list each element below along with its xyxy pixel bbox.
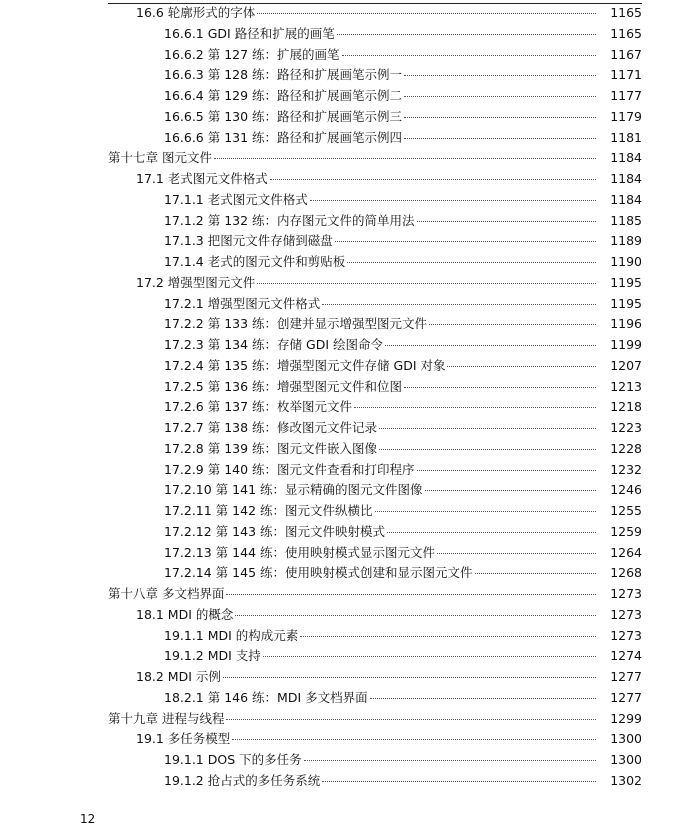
dot-leader [404,387,596,388]
toc-entry-page: 1185 [610,212,642,228]
dot-leader [322,781,596,782]
toc-entry-page: 1232 [610,461,642,477]
toc-entry-title: 17.2.9 第 140 练：图元文件查看和打印程序 [164,461,415,477]
toc-entry[interactable] [0,626,698,647]
toc-entry[interactable] [0,190,698,211]
toc-entry[interactable] [0,646,698,667]
toc-entry-page: 1195 [610,295,642,311]
toc-entry[interactable] [0,377,698,398]
toc-entry[interactable] [0,335,698,356]
toc-entry-title: 第十七章 图元文件 [108,150,212,166]
toc-entry-title: 17.2.6 第 137 练：枚举图元文件 [164,399,353,415]
dot-leader [257,13,596,14]
toc-entry-title: 16.6.2 第 127 练：扩展的画笔 [164,46,340,62]
toc-entry-page: 1190 [610,254,642,269]
toc-entry-page: 1179 [610,108,642,124]
dot-leader [417,470,596,471]
dot-leader [417,221,596,222]
dot-leader [375,511,597,512]
dot-leader [226,594,596,595]
toc-entry[interactable] [0,480,698,501]
toc-entry-page: 1273 [610,627,642,643]
dot-leader [379,449,596,450]
dot-leader [354,407,596,408]
toc-entry-title: 19.1.2 抢占式的多任务系统 [164,772,321,788]
toc-entry[interactable] [0,45,698,66]
dot-leader [404,75,596,76]
toc-entry-page: 1171 [610,67,642,83]
dot-leader [310,200,596,201]
dot-leader [404,138,596,139]
toc-entry-title: 16.6.5 第 130 练：路径和扩展画笔示例三 [164,108,403,124]
toc-entry[interactable] [0,211,698,232]
dot-leader [404,96,596,97]
toc-entry-page: 1184 [610,191,642,207]
toc-entry-title: 19.1.2 MDI 支持 [164,648,261,664]
toc-entry-page: 1189 [610,233,642,249]
toc-entry-title: 16.6.1 GDI 路径和扩展的画笔 [164,25,335,41]
toc-entry-title: 17.1.1 老式图元文件格式 [164,191,308,207]
toc-entry-page: 1184 [610,171,642,186]
toc-entry-page: 1264 [610,544,642,560]
toc-entry-page: 1165 [610,25,642,41]
dot-leader [347,262,596,263]
toc-entry[interactable] [0,294,698,315]
toc-entry-title: 17.2 增强型图元文件 [136,274,256,290]
dot-leader [232,739,596,740]
toc-entry[interactable] [0,750,698,771]
toc-entry-title: 18.2 MDI 示例 [136,669,221,684]
toc-entry[interactable] [0,148,698,169]
toc-entry[interactable] [0,231,698,252]
dot-leader [379,428,596,429]
toc-entry[interactable] [0,543,698,564]
toc-entry-page: 1177 [610,88,642,103]
toc-entry-title: 17.1.3 把图元文件存储到磁盘 [164,233,333,249]
dot-leader [263,656,596,657]
toc-entry-page: 1228 [610,440,642,456]
toc-entry-page: 1300 [610,731,642,747]
dot-leader [387,532,596,533]
toc-entry-page: 1302 [610,772,642,788]
dot-leader [304,760,596,761]
toc-entry-title: 18.1 MDI 的概念 [136,606,234,622]
dot-leader [370,698,596,699]
toc-entry-page: 1277 [610,669,642,684]
toc-entry[interactable] [0,3,698,24]
toc-entry-title: 19.1.1 MDI 的构成元素 [164,627,299,643]
toc-entry-title: 17.2.10 第 141 练：显示精确的图元文件图像 [164,482,423,498]
page-number: 12 [80,812,96,826]
toc-entry[interactable] [0,24,698,45]
toc-entry[interactable] [0,605,698,626]
toc-entry-page: 1181 [610,129,642,145]
dot-leader [429,324,596,325]
toc-entry-title: 第十八章 多文档界面 [108,586,225,601]
toc-entry[interactable] [0,563,698,584]
dot-leader [226,719,596,720]
toc-entry-title: 第十九章 进程与线程 [108,710,225,726]
toc-entry-title: 17.2.5 第 136 练：增强型图元文件和位图 [164,378,403,394]
toc-entry[interactable] [0,729,698,750]
toc-entry-page: 1165 [610,5,642,20]
dot-leader [300,636,596,637]
toc-entry[interactable] [0,709,698,730]
dot-leader [437,553,596,554]
dot-leader [404,117,596,118]
toc-entry[interactable] [0,314,698,335]
toc-entry-title: 19.1 多任务模型 [136,731,231,747]
toc-entry-title: 17.2.8 第 139 练：图元文件嵌入图像 [164,440,378,456]
dot-leader [270,179,596,180]
toc-entry[interactable] [0,584,698,605]
toc-entry-page: 1300 [610,752,642,767]
toc-entry-title: 17.2.13 第 144 练：使用映射模式显示图元文件 [164,544,435,560]
toc-entry-page: 1277 [610,689,642,705]
toc-entry[interactable] [0,65,698,86]
toc-entry[interactable] [0,688,698,709]
toc-entry[interactable] [0,501,698,522]
toc-entry-title: 17.2.12 第 143 练：图元文件映射模式 [164,523,385,539]
toc-entry-title: 17.2.4 第 135 练：增强型图元文件存储 GDI 对象 [164,357,446,373]
toc-entry-title: 18.2.1 第 146 练：MDI 多文档界面 [164,689,368,705]
toc-entry-title: 17.2.3 第 134 练：存储 GDI 绘图命令 [164,337,383,352]
toc-entry-title: 17.2.1 增强型图元文件格式 [164,295,321,311]
toc-entry-page: 1218 [610,399,642,415]
toc-entry-page: 1268 [610,565,642,581]
toc-entry-page: 1213 [610,378,642,394]
toc-entry-title: 16.6.3 第 128 练：路径和扩展画笔示例一 [164,67,403,83]
toc-entry[interactable] [0,128,698,149]
toc-entry[interactable] [0,252,698,273]
toc-entry-title: 17.1 老式图元文件格式 [136,171,268,186]
toc-entry[interactable] [0,86,698,107]
toc-entry-title: 17.1.4 老式的图元文件和剪贴板 [164,254,346,269]
toc-entry[interactable] [0,460,698,481]
toc-entry-title: 17.2.2 第 133 练：创建并显示增强型图元文件 [164,316,428,332]
toc-entry[interactable] [0,522,698,543]
toc-entry-title: 16.6.4 第 129 练：路径和扩展画笔示例二 [164,88,403,103]
dot-leader [335,241,596,242]
toc-entry-page: 1167 [610,46,642,62]
toc-entry-page: 1223 [610,420,642,435]
toc-entry[interactable] [0,169,698,190]
dot-leader [425,490,597,491]
toc-entry-title: 19.1.1 DOS 下的多任务 [164,752,302,767]
toc-entry-page: 1207 [610,357,642,373]
toc-entry[interactable] [0,667,698,688]
toc-entry[interactable] [0,439,698,460]
toc-entry-page: 1259 [610,523,642,539]
dot-leader [385,345,596,346]
dot-leader [337,34,596,35]
toc-entry[interactable] [0,397,698,418]
toc-entry-page: 1273 [610,586,642,601]
toc-entry[interactable] [0,771,698,792]
toc-entry-page: 1196 [610,316,642,332]
dot-leader [257,283,596,284]
dot-leader [342,55,596,56]
toc-entry-page: 1199 [610,337,642,352]
dot-leader [322,304,596,305]
toc-entry[interactable] [0,273,698,294]
toc-entry-page: 1274 [610,648,642,664]
toc-entry-page: 1299 [610,710,642,726]
dot-leader [223,677,596,678]
toc-entry-title: 16.6 轮廓形式的字体 [136,5,256,20]
toc-entry-title: 17.1.2 第 132 练：内存图元文件的简单用法 [164,212,415,228]
toc-entry[interactable] [0,418,698,439]
toc-entry-page: 1273 [610,606,642,622]
toc-entry-title: 17.2.7 第 138 练：修改图元文件记录 [164,420,378,435]
toc-entry-page: 1195 [610,274,642,290]
toc-entry[interactable] [0,356,698,377]
table-of-contents [0,3,698,792]
toc-entry-page: 1255 [610,503,642,518]
dot-leader [447,366,596,367]
dot-leader [475,573,597,574]
toc-entry-title: 16.6.6 第 131 练：路径和扩展画笔示例四 [164,129,403,145]
dot-leader [235,615,596,616]
toc-entry-page: 1184 [610,150,642,166]
toc-entry[interactable] [0,107,698,128]
dot-leader [214,158,596,159]
toc-entry-title: 17.2.11 第 142 练：图元文件纵横比 [164,503,373,518]
toc-entry-title: 17.2.14 第 145 练：使用映射模式创建和显示图元文件 [164,565,473,581]
toc-entry-page: 1246 [610,482,642,498]
